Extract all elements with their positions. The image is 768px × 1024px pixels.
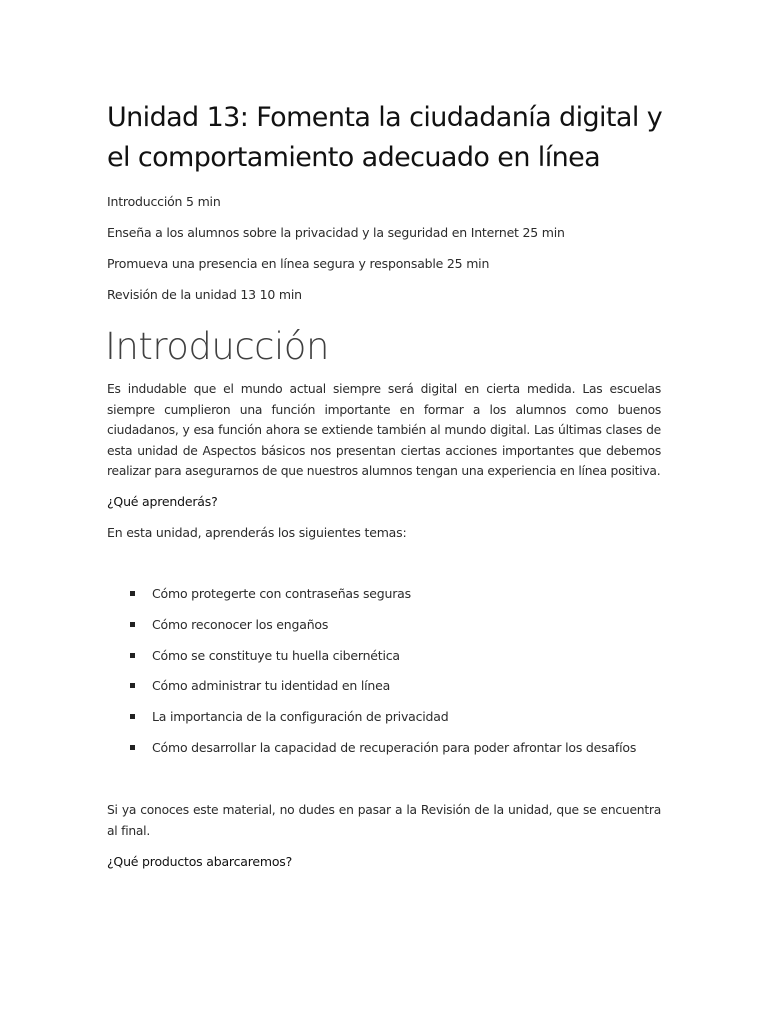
topic-text: Cómo desarrollar la capacidad de recuperación para poder afrontar los desafíos [152,740,637,755]
topic-text: Cómo administrar tu identidad en línea [152,678,391,693]
learn-intro: En esta unidad, aprenderás los siguientes temas: [107,525,407,540]
unit-title: Unidad 13: Fomenta la ciudadanía digital y el comportamiento adecuado en línea [107,102,663,173]
list-item [130,648,670,664]
list-item [130,678,670,694]
square-bullet-icon [130,622,135,627]
square-bullet-icon [130,591,135,596]
list-item [130,709,670,725]
closing-paragraph: Si ya conoces este material, no dudes en pasar a la Revisión de la unidad, que se encuentra al final. [107,803,661,838]
list-item [130,586,670,602]
schedule-item-presence: Promueva una presencia en línea segura y responsable 25 min [107,256,490,271]
square-bullet-icon [130,745,135,750]
intro-heading: Introducción [105,325,329,368]
topic-text: La importancia de la configuración de privacidad [152,709,449,724]
topic-text: Cómo protegerte con contraseñas seguras [152,586,411,601]
schedule-item-privacy: Enseña a los alumnos sobre la privacidad y la seguridad en Internet 25 min [107,225,565,240]
list-item [130,617,670,633]
square-bullet-icon [130,714,135,719]
schedule-item-intro: Introducción 5 min [107,194,221,209]
schedule-item-review: Revisión de la unidad 13 10 min [107,287,302,302]
products-heading: ¿Qué productos abarcaremos? [107,854,293,869]
square-bullet-icon [130,653,135,658]
square-bullet-icon [130,683,135,688]
topic-text: Cómo reconocer los engaños [152,617,329,632]
topic-text: Cómo se constituye tu huella cibernética [152,648,400,663]
learn-heading: ¿Qué aprenderás? [107,494,218,509]
intro-paragraph: Es indudable que el mundo actual siempre será digital en cierta medida. Las escuelas siempre cumplieron una función importante en formar a los alumnos como buenos ciudadanos, y esa función ahora se extiende también al mundo digital. Las últimas clases de esta unidad de Aspectos básicos nos presentan ciertas acciones importantes que debemos realizar para asegurarnos de que nuestros alumnos tengan una experiencia en línea positiva. [107,382,661,478]
list-item [130,740,670,756]
